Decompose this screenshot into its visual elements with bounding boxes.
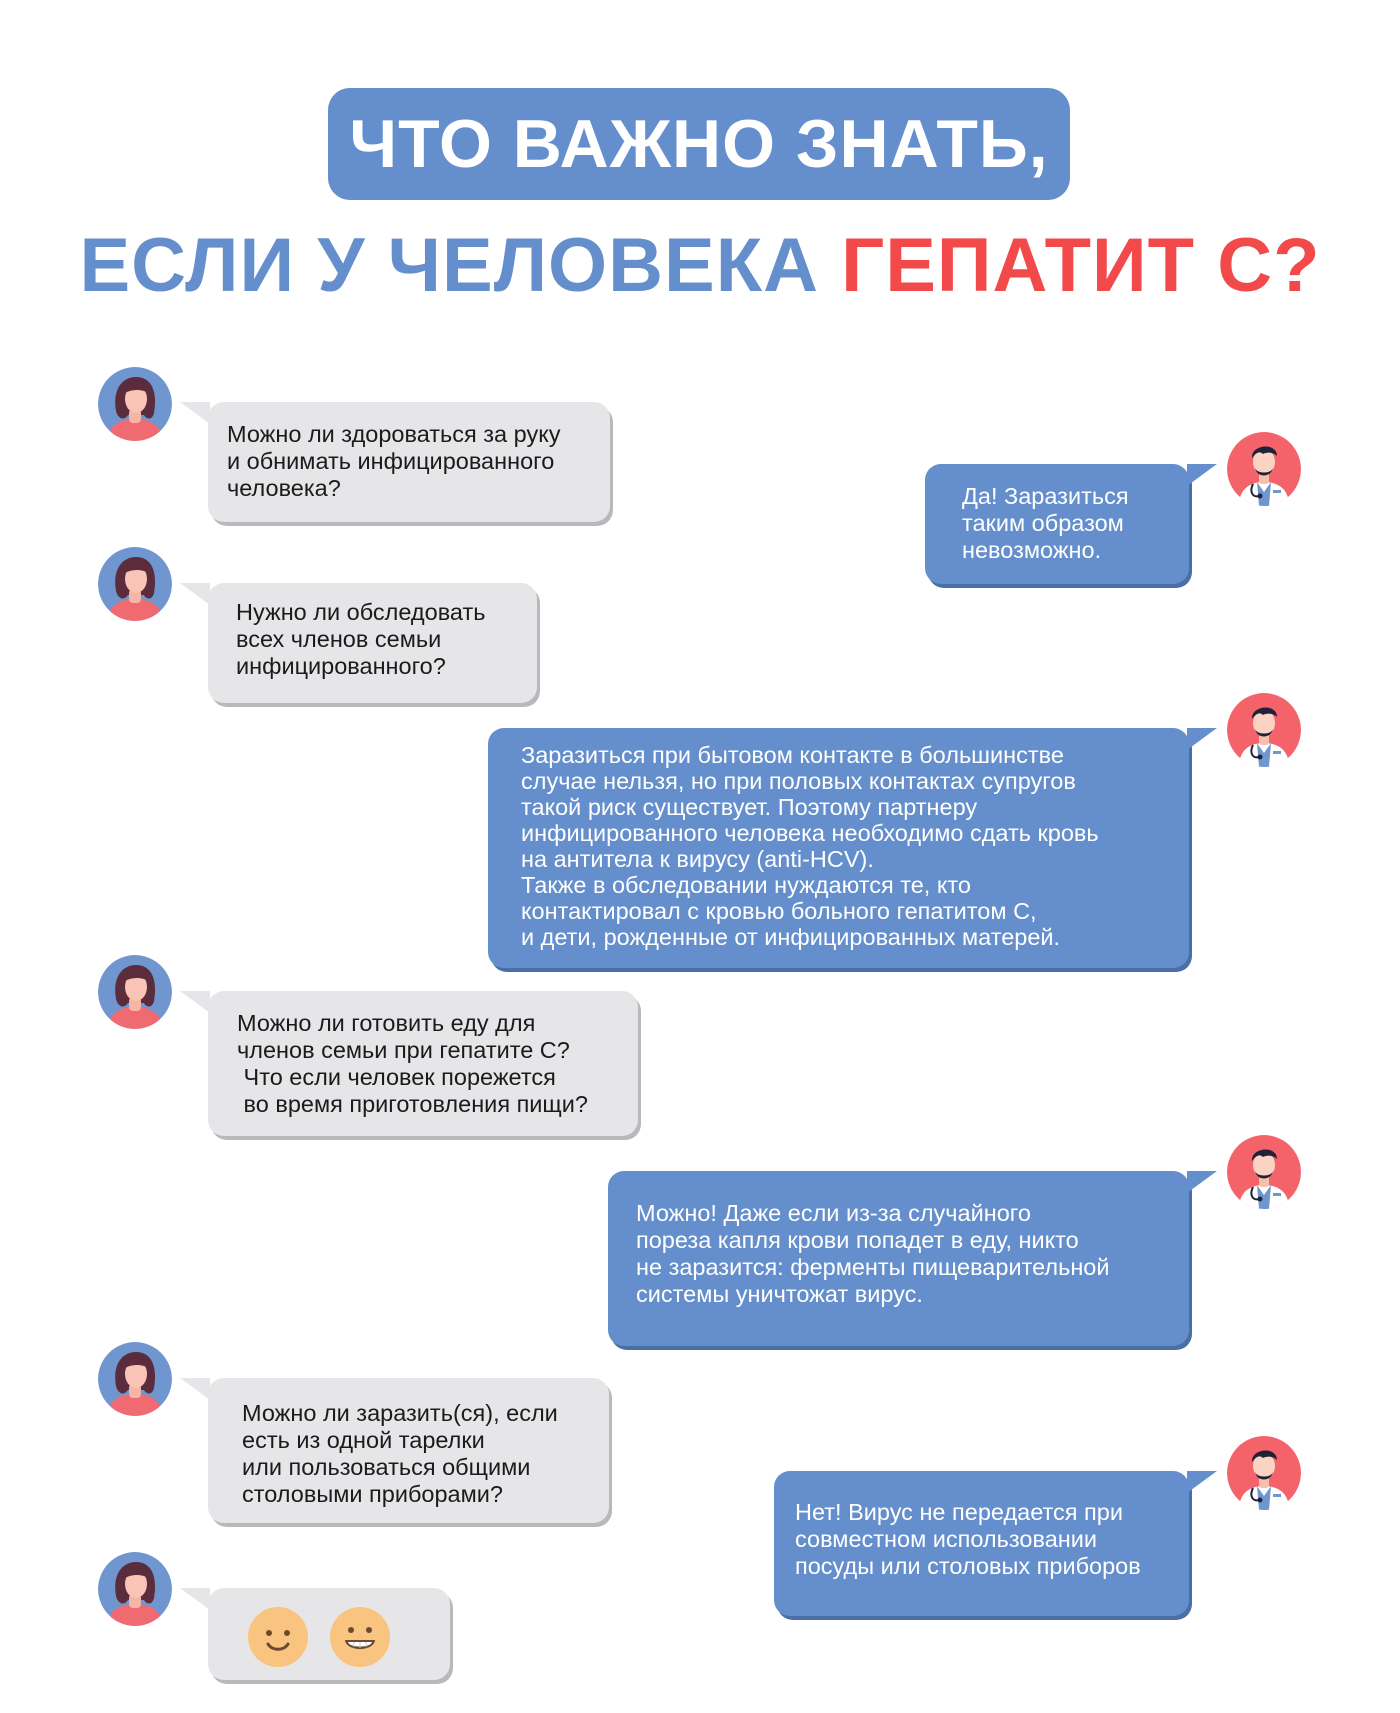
doctor-avatar-icon [1227, 1436, 1301, 1510]
question-text-4: Можно ли заразить(ся), если есть из одной тарелки или пользоваться общими столовыми приборами? [242, 1400, 558, 1507]
answer-text-3: Можно! Даже если из-за случайного пореза капля крови попадет в еду, никто не заразится: ферменты пищеварительной системы уничтожат вирус. [636, 1200, 1110, 1307]
answer-text-4: Нет! Вирус не передается при совместном использовании посуды или столовых приборов [795, 1499, 1141, 1579]
bubble-tail [180, 1588, 210, 1610]
woman-avatar-icon [98, 1342, 172, 1416]
bubble-tail [1187, 464, 1217, 486]
answer-bubble-3 [608, 1171, 1189, 1346]
woman-avatar-icon [98, 367, 172, 441]
answer-text-2: Заразиться при бытовом контакте в большинстве случае нельзя, но при половых контактах супругов такой риск существует. Поэтому партнеру инфицированного человека необходимо сдать кровь на антитела к вирусу (anti-HCV). Также в обследовании нуждаются те, кто контактировал с кровью больного гепатитом С, и дети, рожденные от инфицированных матерей. [521, 742, 1099, 950]
question-text-2: Нужно ли обследовать всех членов семьи инфицированного? [236, 599, 486, 679]
question-bubble-1 [208, 402, 610, 522]
doctor-avatar-icon [1227, 1135, 1301, 1209]
question-text-3: Можно ли готовить еду для членов семьи при гепатите С? Что если человек порежется во время приготовления пищи? [237, 1010, 588, 1117]
bubble-tail [180, 1378, 210, 1400]
bubble-tail [180, 583, 210, 605]
woman-avatar-icon [98, 955, 172, 1029]
question-bubble-2 [208, 583, 537, 703]
bubble-tail [1187, 1471, 1217, 1493]
answer-bubble-2 [488, 728, 1189, 968]
title-red-part: ГЕПАТИТ С? [841, 223, 1321, 308]
bubble-tail [1187, 1171, 1217, 1193]
question-bubble-3 [208, 991, 638, 1136]
title-banner [328, 88, 1070, 200]
question-bubble-4 [208, 1378, 609, 1523]
page-title-line2 [0, 222, 1400, 309]
doctor-avatar-icon [1227, 693, 1301, 767]
woman-avatar-icon [98, 547, 172, 621]
question-text-1: Можно ли здороваться за руку и обнимать инфицированного человека? [227, 421, 561, 501]
grin-emoji-icon [330, 1607, 390, 1667]
answer-text-1: Да! Заразиться таким образом невозможно. [962, 483, 1129, 563]
answer-bubble-1 [925, 464, 1189, 584]
page-title-line1: ЧТО ВАЖНО ЗНАТЬ, [349, 106, 1049, 182]
emoji-bubble [208, 1588, 450, 1680]
woman-avatar-icon [98, 1552, 172, 1626]
doctor-avatar-icon [1227, 432, 1301, 506]
answer-bubble-4 [774, 1471, 1189, 1616]
bubble-tail [180, 402, 210, 424]
title-blue-part: ЕСЛИ У ЧЕЛОВЕКА [79, 223, 842, 308]
bubble-tail [180, 991, 210, 1013]
smile-emoji-icon [248, 1607, 308, 1667]
bubble-tail [1187, 728, 1217, 750]
